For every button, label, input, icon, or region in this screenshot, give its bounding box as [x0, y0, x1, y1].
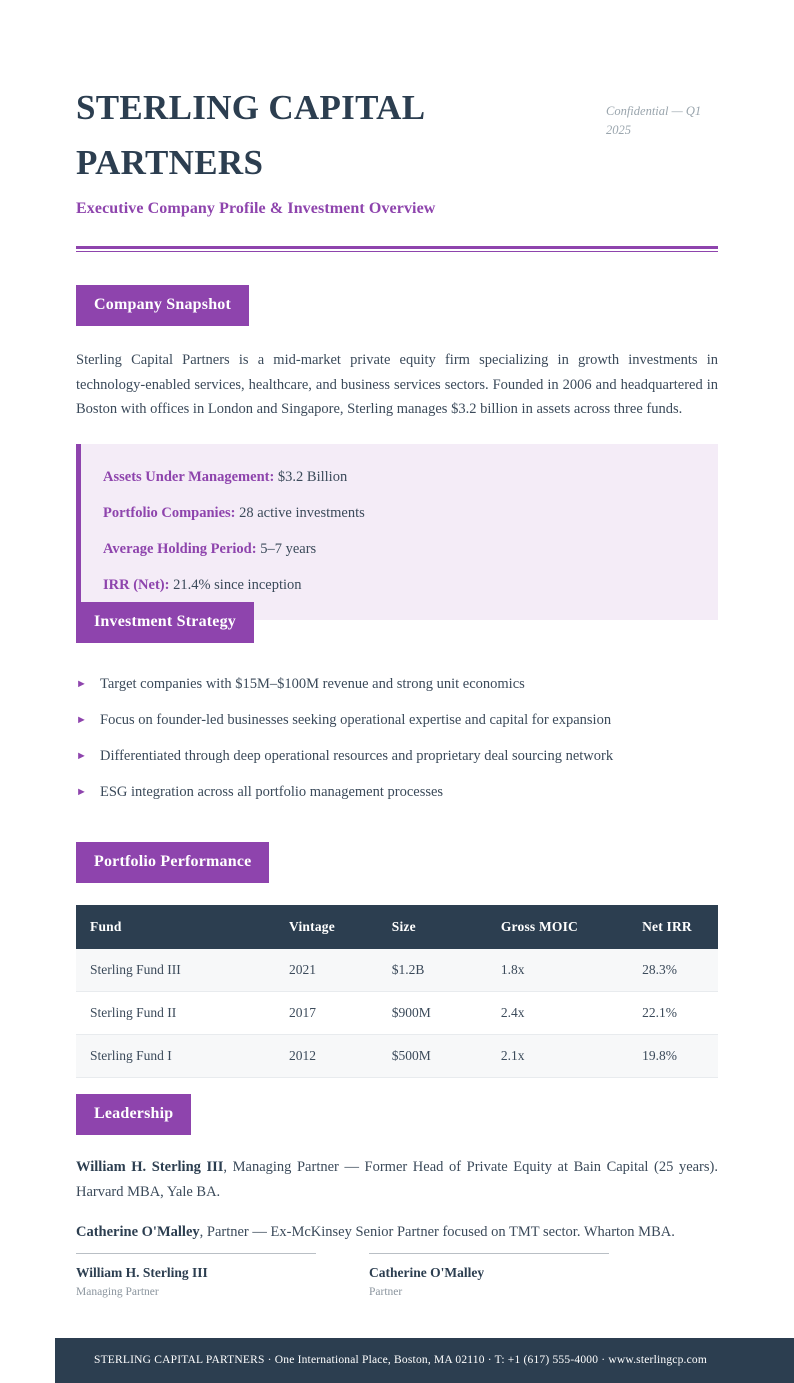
list-item-label: Differentiated through deep operational resources and proprietary deal sourcing network [100, 748, 614, 764]
key-facts-panel [76, 444, 718, 620]
document-footer [55, 1338, 794, 1383]
cell-size: $900M [378, 992, 487, 1035]
section-heading-portfolio-performance: Portfolio Performance [76, 842, 269, 883]
table-header-row [76, 905, 718, 949]
list-item [76, 673, 718, 695]
signature-block [76, 1253, 609, 1301]
fact-label: IRR (Net): [103, 576, 170, 593]
column-header-net-irr: Net IRR [628, 905, 718, 949]
signature-name: William H. Sterling III [76, 1265, 208, 1280]
triangle-bullet-icon: ► [76, 750, 87, 762]
fact-label: Portfolio Companies: [103, 504, 236, 521]
leadership-bio-william [76, 1155, 718, 1204]
fact-row-aum [103, 466, 698, 488]
cell-fund: Sterling Fund I [76, 1035, 275, 1078]
list-item-label: ESG integration across all portfolio management processes [100, 784, 444, 800]
table-body [76, 949, 718, 1078]
column-header-fund: Fund [76, 905, 275, 949]
snapshot-intro-paragraph: Sterling Capital Partners is a mid-market private equity firm specializing in growth investments in technology-enabled services, healthcare, and business services sectors. Founded in 2006 and headquartered in Boston with offices in London and Singapore, Sterling manages $3.2 billion in assets across three funds. [76, 352, 718, 418]
cell-gross-moic: 1.8x [487, 949, 628, 992]
cell-net-irr: 19.8% [628, 1035, 718, 1078]
triangle-bullet-icon: ► [76, 678, 87, 690]
list-item [76, 781, 718, 803]
table-row [76, 949, 718, 992]
cell-net-irr: 28.3% [628, 949, 718, 992]
signature-line [76, 1253, 316, 1254]
list-item-label: Focus on founder-led businesses seeking operational expertise and capital for expansion [100, 712, 612, 728]
fact-row-portfolio-companies [103, 502, 698, 524]
cell-net-irr: 22.1% [628, 992, 718, 1035]
signature-name: Catherine O'Malley [369, 1265, 485, 1280]
fact-label: Assets Under Management: [103, 468, 275, 485]
signature-role: Managing Partner [76, 1286, 159, 1298]
cell-size: $1.2B [378, 949, 487, 992]
column-header-size: Size [378, 905, 487, 949]
cell-fund: Sterling Fund III [76, 949, 275, 992]
cell-size: $500M [378, 1035, 487, 1078]
triangle-bullet-icon: ► [76, 786, 87, 798]
section-heading-leadership: Leadership [76, 1094, 191, 1135]
table-row [76, 1035, 718, 1078]
bio-detail: , Managing Partner — Former Head of Private Equity at Bain Capital (25 years). Harvard MBA, Yale BA. [76, 1159, 718, 1200]
fact-value: 28 active investments [239, 504, 365, 521]
bio-detail: , Partner — Ex-McKinsey Senior Partner focused on TMT sector. Wharton MBA. [199, 1224, 675, 1241]
list-item-label: Target companies with $15M–$100M revenue and strong unit economics [100, 676, 525, 692]
signature-role: Partner [369, 1286, 403, 1298]
portfolio-performance-table [76, 905, 718, 1078]
cell-gross-moic: 2.4x [487, 992, 628, 1035]
cell-vintage: 2017 [275, 992, 378, 1035]
confidential-meta: Confidential — Q1 2025 [606, 104, 702, 137]
bio-name: Catherine O'Malley [76, 1224, 200, 1241]
fact-value: 21.4% since inception [173, 576, 302, 593]
fact-label: Average Holding Period: [103, 540, 257, 557]
signature-william [76, 1253, 316, 1301]
cell-vintage: 2012 [275, 1035, 378, 1078]
header-row [76, 80, 718, 190]
signature-catherine [369, 1253, 609, 1301]
fact-value: $3.2 Billion [277, 468, 348, 485]
triangle-bullet-icon: ► [76, 714, 87, 726]
footer-contact-text: STERLING CAPITAL PARTNERS · One International Place, Boston, MA 02110 · T: +1 (617) 555-4000 · www.sterlingcp.com [93, 1354, 708, 1366]
page-title: STERLING CAPITAL PARTNERS [76, 88, 424, 182]
cell-vintage: 2021 [275, 949, 378, 992]
leadership-bio-catherine [76, 1220, 718, 1245]
document-subtitle: Executive Company Profile & Investment Overview [76, 200, 436, 217]
column-header-vintage: Vintage [275, 905, 378, 949]
list-item [76, 745, 718, 767]
section-heading-company-snapshot: Company Snapshot [76, 285, 249, 326]
section-leadership [76, 1094, 718, 1245]
table-row [76, 992, 718, 1035]
fact-row-irr-net [103, 574, 698, 596]
cell-fund: Sterling Fund II [76, 992, 275, 1035]
bio-name: William H. Sterling III [76, 1159, 224, 1175]
fact-value: 5–7 years [260, 540, 317, 557]
fact-row-holding-period [103, 538, 698, 560]
cell-gross-moic: 2.1x [487, 1035, 628, 1078]
section-portfolio-performance [76, 842, 718, 1078]
list-item [76, 709, 718, 731]
table-header [76, 905, 718, 949]
strategy-bullet-list [76, 673, 718, 803]
section-heading-investment-strategy: Investment Strategy [76, 602, 254, 643]
document-header [76, 80, 718, 252]
signature-line [369, 1253, 609, 1254]
header-divider [76, 246, 718, 252]
section-investment-strategy [76, 602, 718, 817]
section-company-snapshot [76, 285, 718, 620]
column-header-gross-moic: Gross MOIC [487, 905, 628, 949]
